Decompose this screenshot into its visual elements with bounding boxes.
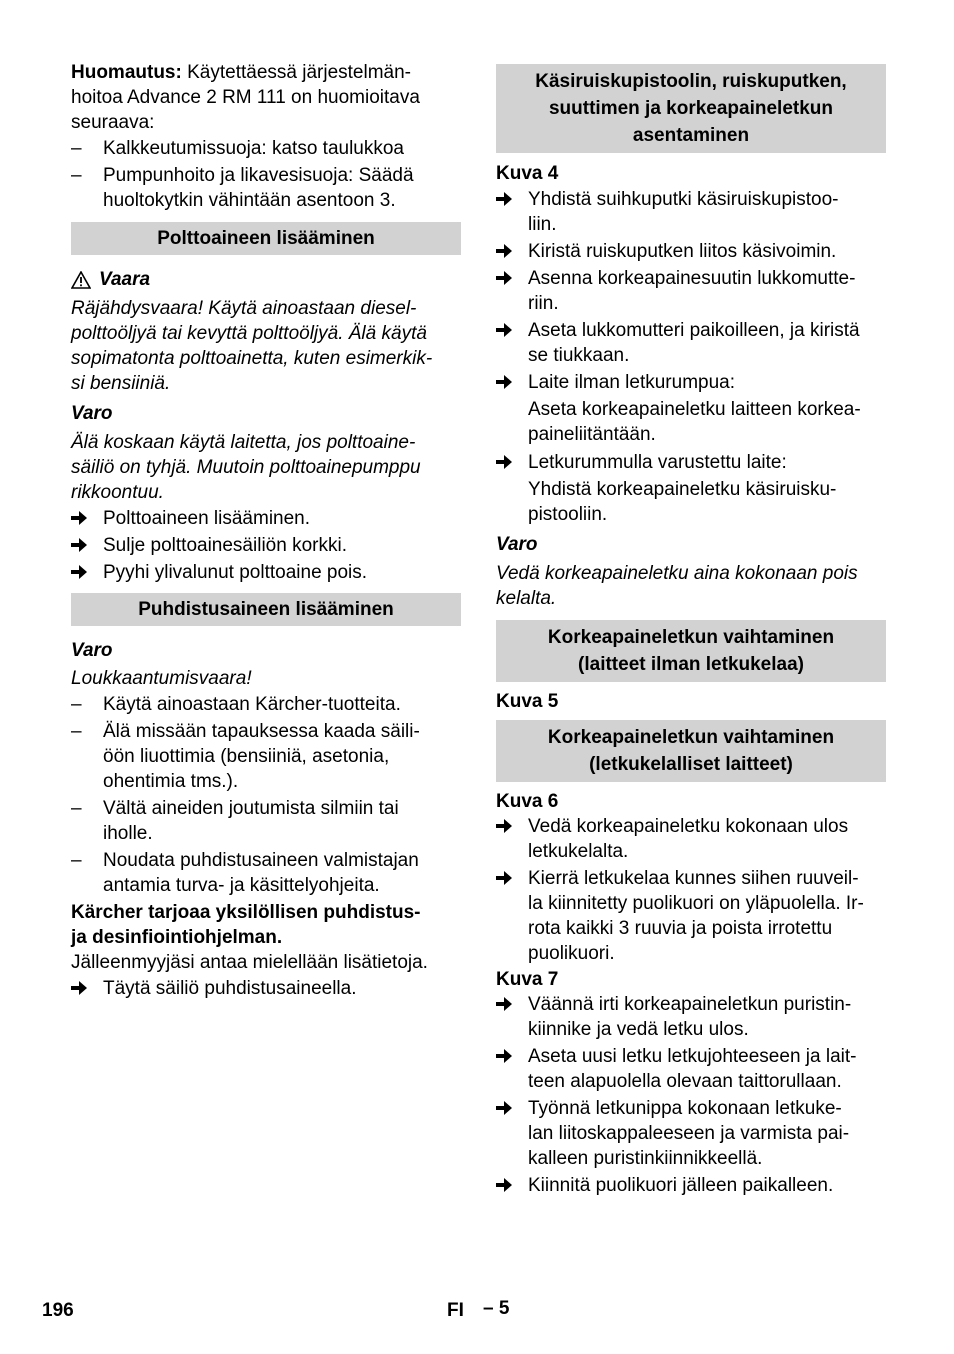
arrow-icon [71,976,99,995]
dash-bullet: – [71,798,82,819]
arrow-icon [71,506,99,525]
caution-line: Vedä korkeapaineletku aina kokonaan pois [496,563,858,584]
offer-bold-line: Kärcher tarjoaa yksilöllisen puhdistus- [71,902,421,923]
arrow-icon [496,814,524,833]
list-item-text [103,163,461,213]
arrow-icon [496,450,524,469]
list-item-line: teen alapuolella olevaan taittorullaan. [528,1071,842,1092]
fig4-step [496,370,886,395]
list-item-line: Yhdistä suihkuputki käsiruiskupistoo- [528,189,839,210]
list-item-line: Älä missään tapauksessa kaada säili- [103,721,420,742]
note-text-line: hoitoa Advance 2 RM 111 on huomioitava [71,87,420,108]
note-label: Huomautus: [71,62,182,83]
page-number: 196 [42,1300,74,1321]
list-item-line: Sulje polttoainesäiliön korkki. [103,535,347,556]
list-item-text [528,187,886,237]
fig7-step [496,1044,886,1094]
list-item-line: riin. [528,293,559,314]
assembly-heading-line: suuttimen ja korkeapaineletkun [548,98,834,119]
list-item-text [103,560,461,585]
figure-4-label: Kuva 4 [496,163,559,184]
caution1-line: säiliö on tyhjä. Muutoin polttoainepumppu [71,457,421,478]
danger-title-text: Vaara [99,269,151,290]
list-item-line: Pumpunhoito ja likavesisuoja: Säädä [103,165,414,186]
list-item-line: lan liitoskappaleeseen ja varmista pai- [528,1123,850,1144]
fuel-heading [71,222,461,255]
fuel-steps-list [71,506,461,585]
note-item [71,163,461,213]
replace1-heading-line: Korkeapaineletkun vaihtaminen [547,627,835,648]
section-number: – 5 [483,1298,510,1319]
note-paragraph [71,60,461,135]
list-item-line: Aseta uusi letku letkujohteeseen ja lait- [528,1046,857,1067]
dash-bullet: – [71,165,82,186]
fig6-steps-list [496,814,886,966]
fuel-step [71,560,461,585]
list-item-line: huoltokytkin vähintään asentoon 3. [103,190,396,211]
note-list [71,136,461,213]
list-item-text [528,992,886,1042]
arrow-icon [71,560,99,579]
list-item-line: öön liuottimia (bensiiniä, asetonia, [103,746,390,767]
arrow-icon [496,239,524,258]
list-item-text [528,866,886,966]
note-text-line: seuraava: [71,112,155,133]
list-item-line: Vältä aineiden joutumista silmiin tai [103,798,399,819]
list-item-line: letkukelalta. [528,841,629,862]
list-item-line: Vedä korkeapaineletku kokonaan ulos [528,816,849,837]
list-item-line: antamia turva- ja käsittelyohjeita. [103,875,380,896]
caution-line: kelalta. [496,588,557,609]
list-item-line: Polttoaineen lisääminen. [103,508,311,529]
arrow-icon [496,370,524,389]
danger-line: sopimatonta polttoainetta, kuten esimerkik- [71,348,433,369]
fig4-steps-list [496,187,886,395]
left-column [71,60,461,1001]
list-item-text [103,692,461,717]
fig4-step [496,318,886,368]
caution1-title: Varo [71,403,113,424]
caution2-title: Varo [71,640,113,661]
right-column [496,64,886,1198]
list-item-text [528,1044,886,1094]
detergent-item [71,796,461,846]
danger-text [71,296,461,396]
list-item-line: la kiinnitetty puolikuori on yläpuolella. Ir- [528,893,864,914]
reel-step-text: Letkurummulla varustettu laite: [528,452,787,473]
list-item-text [528,370,886,395]
danger-line: polttoöljyä tai kevyttä polttoöljyä. Älä käytä [71,323,427,344]
fig7-steps-list [496,992,886,1198]
no-reel-text [496,397,886,447]
fig6-step [496,814,886,864]
list-item-line: kalleen puristinkiinnikkeellä. [528,1148,763,1169]
dash-bullet: – [71,138,82,159]
list-item-text [528,239,886,264]
dash-bullet: – [71,721,82,742]
fig6-step [496,866,886,966]
replace2-heading-line: (letkukelalliset laitteet) [589,754,793,775]
list-item-text [103,848,461,898]
list-item-text [528,1173,886,1198]
note-text-line: Käytettäessä järjestelmän- [181,62,411,83]
offer-bold [71,900,461,950]
list-item-line: kiinnike ja vedä letku ulos. [528,1019,749,1040]
fig7-step [496,1173,886,1198]
replace1-heading [496,620,886,682]
fig4-step [496,266,886,316]
dash-bullet: – [71,850,82,871]
list-item-line: puolikuori. [528,943,615,964]
arrow-icon [496,187,524,206]
replace2-heading-line: Korkeapaineletkun vaihtaminen [547,727,835,748]
offer-bold-line: ja desinfiointiohjelman. [71,927,283,948]
arrow-icon [496,1044,524,1063]
list-item-text [103,136,461,161]
caution-title: Varo [496,534,538,555]
list-item-line: Käytä ainoastaan Kärcher-tuotteita. [103,694,401,715]
fig7-step [496,992,886,1042]
assembly-heading-line: asentaminen [632,125,750,146]
reel-step [496,450,886,475]
dash-bullet: – [71,694,82,715]
danger-line: Räjähdysvaara! Käytä ainoastaan diesel- [71,298,417,319]
arrow-icon [496,1096,524,1115]
reel-line: pistooliin. [528,504,608,525]
warning-triangle-icon [71,271,91,289]
list-item-text [103,533,461,558]
figure-7-label: Kuva 7 [496,969,559,990]
caution-text [496,561,886,611]
arrow-icon [496,266,524,285]
fig4-step [496,187,886,237]
detergent-list [71,692,461,898]
list-item-line: Noudata puhdistusaineen valmistajan [103,850,419,871]
detergent-item [71,692,461,717]
list-item-line: Laite ilman letkurumpua: [528,372,735,393]
fuel-step [71,533,461,558]
replace1-heading-line: (laitteet ilman letkukelaa) [578,654,804,675]
list-item-text [528,318,886,368]
danger-line: si bensiiniä. [71,373,171,394]
list-item-line: Asenna korkeapainesuutin lukkomutte- [528,268,856,289]
caution1-line: rikkoontuu. [71,482,164,503]
reel-line: Yhdistä korkeapaineletku käsiruisku- [528,479,837,500]
list-item-line: iholle. [103,823,153,844]
caution2-text: Loukkaantumisvaara! [71,668,252,689]
list-item-line: ohentimia tms.). [103,771,239,792]
reel-text [496,477,886,527]
figure-6-label: Kuva 6 [496,791,559,812]
list-item-line: Kierrä letkukelaa kunnes siihen ruuveil- [528,868,859,889]
fuel-heading-text: Polttoaineen lisääminen [157,228,375,249]
caution1-text [71,430,461,505]
no-reel-line: Aseta korkeapaineletku laitteen korkea- [528,399,861,420]
detergent-heading [71,593,461,626]
no-reel-line: paineliitäntään. [528,424,656,445]
fig7-step [496,1096,886,1171]
language-code: FI [447,1300,464,1321]
list-item-line: rota kaikki 3 ruuvia ja poista irrotettu [528,918,833,939]
list-item-text [103,719,461,794]
detergent-heading-text: Puhdistusaineen lisääminen [138,599,394,620]
list-item-line: liin. [528,214,557,235]
replace2-heading [496,720,886,782]
list-item-line: Väännä irti korkeapaineletkun puristin- [528,994,852,1015]
arrow-icon [71,533,99,552]
arrow-icon [496,992,524,1011]
list-item-line: Kiinnitä puolikuori jälleen paikalleen. [528,1175,834,1196]
assembly-heading [496,64,886,153]
list-item-line: Kalkkeutumissuoja: katso taulukkoa [103,138,404,159]
list-item-line: Kiristä ruiskuputken liitos käsivoimin. [528,241,837,262]
arrow-icon [496,866,524,885]
offer-step-text: Täytä säiliö puhdistusaineella. [103,978,357,999]
list-item-text [528,1096,886,1171]
assembly-heading-line: Käsiruiskupistoolin, ruiskuputken, [535,71,847,92]
list-item-line: Pyyhi ylivalunut polttoaine pois. [103,562,368,583]
fig4-step [496,239,886,264]
danger-title [71,267,461,292]
offer-text: Jälleenmyyjäsi antaa mielellään lisätietoja. [71,952,428,973]
list-item-line: Työnnä letkunippa kokonaan letkuke- [528,1098,842,1119]
list-item-text [103,796,461,846]
list-item-text [528,814,886,864]
caution1-line: Älä koskaan käytä laitetta, jos polttoaine- [71,432,416,453]
note-item [71,136,461,161]
arrow-icon [496,318,524,337]
list-item-line: se tiukkaan. [528,345,630,366]
list-item-text [528,266,886,316]
list-item-text [103,506,461,531]
list-item-line: Aseta lukkomutteri paikoilleen, ja kiristä [528,320,860,341]
offer-step [71,976,461,1001]
arrow-icon [496,1173,524,1192]
detergent-item [71,719,461,794]
figure-5-label: Kuva 5 [496,691,559,712]
detergent-item [71,848,461,898]
fuel-step [71,506,461,531]
